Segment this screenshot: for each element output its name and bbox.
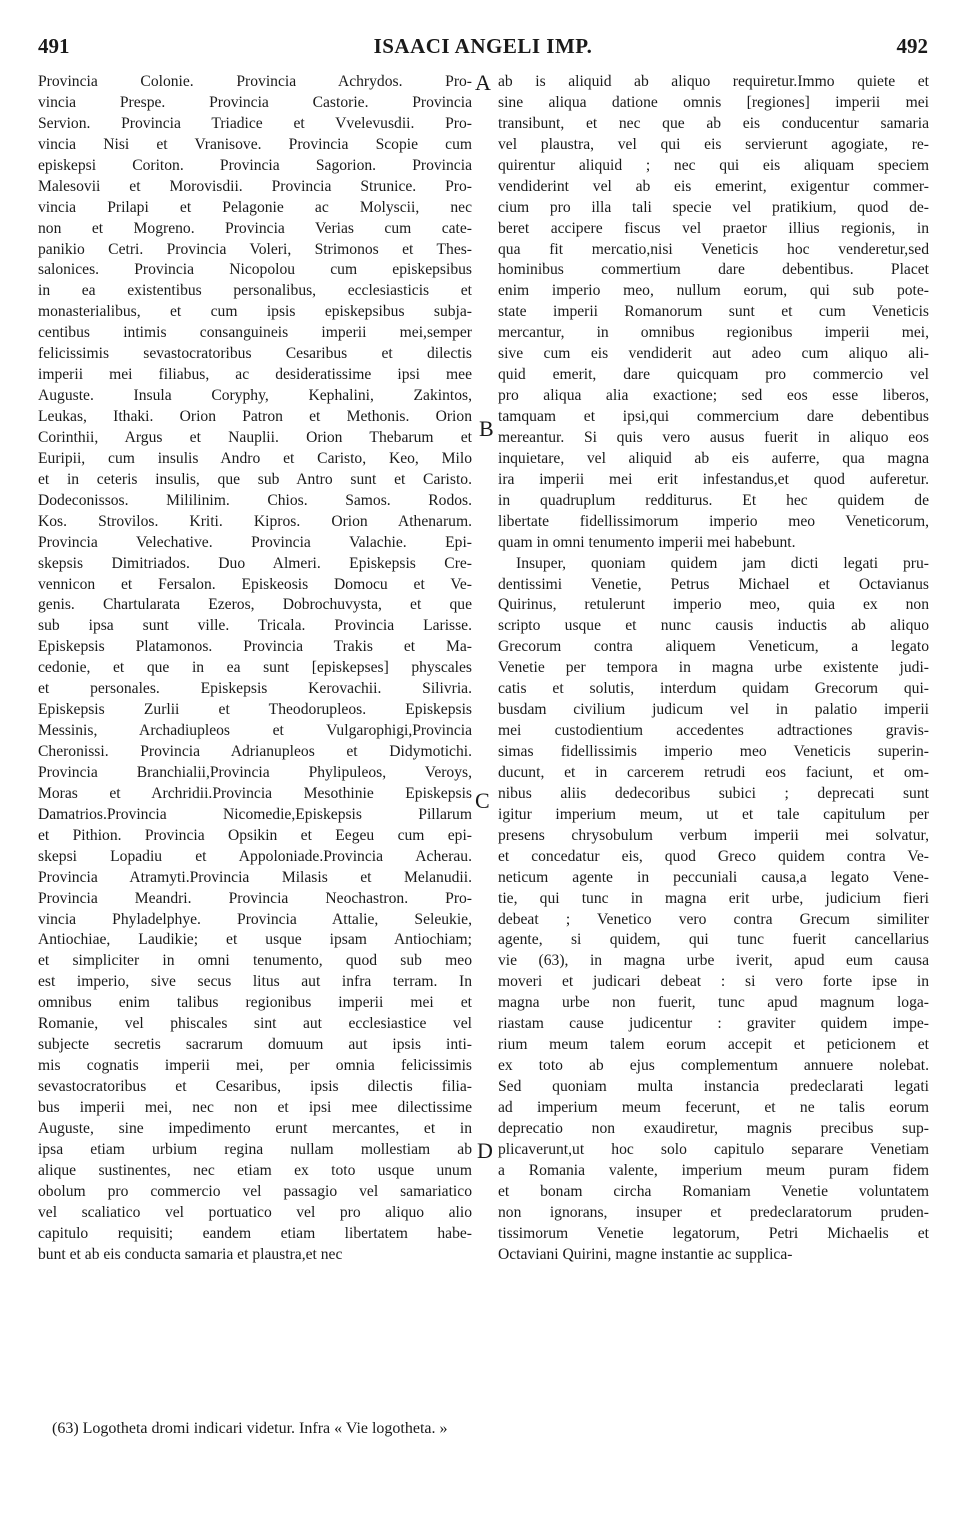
text-line: magna urbe non fuerit, tunc apud magnum loga-	[498, 994, 929, 1012]
text-line: vie (63), in magna urbe iverit, apud eum causa	[498, 952, 929, 970]
text-line: panikio Cetri. Provincia Voleri, Strimonos et Thes-	[38, 240, 472, 258]
text-line: et in ceteris insulis, que sub Antro sunt et Caristo.	[38, 470, 472, 488]
text-line: ad imperium meum fecerunt, et ne talis eorum	[498, 1098, 929, 1116]
text-line: in quadruplum redditurus. Et hec quidem de	[498, 491, 929, 509]
text-line: vincia Prilapi et Pelagonie ac Molyscii, nec	[38, 198, 472, 216]
text-line: et Pithion. Provincia Opsikin et Eegeu cum epi-	[38, 826, 472, 844]
text-line: sevastocratoribus et Cesaribus, ipsis dilectis filia-	[38, 1078, 472, 1095]
text-line: Damatrios.Provincia Nicomedie,Episkepsis Pillarum	[38, 805, 472, 823]
text-line: beret accipere fiscus vel praetor illius regionis, in	[498, 219, 929, 237]
text-line: enim imperio meo, nullum eorum, qui sub pote-	[498, 282, 929, 300]
text-line: catis et solutis, interdum quidam Grecorum qui-	[498, 680, 929, 698]
text-line: in ea existentibus personalibus, ecclesiasticis et	[38, 282, 472, 300]
text-line: busdam civilium judicum vel in palatio imperii	[498, 701, 929, 719]
text-line: simas fidellissimis imperio meo Veneticis superin-	[498, 743, 929, 760]
text-line: sub ipsa sunt ville. Tricala. Provincia Larisse.	[38, 617, 472, 635]
text-line: monasterialibus, et cum ipsis episkepsibus subja-	[38, 303, 472, 321]
text-line: dentissimi Venetie, Petrus Michael et Octavianus	[498, 575, 929, 593]
text-line: nibus aliis dedecoribus subici ; deprecati sunt	[498, 784, 929, 802]
text-line: sive cum eis vendiderit aut adeo cum aliquo ali-	[498, 345, 929, 363]
text-line: cedonie, et que in ea sunt [episkepses] physcales	[38, 659, 472, 677]
text-line: rium meum talem eorum accepit et peticionem et	[498, 1036, 929, 1054]
text-line: subjecte secretis sacrarum domuum aut ipsis inti-	[38, 1036, 472, 1054]
text-line: tissimorum Venetie legatorum, Petri Michaelis et	[498, 1224, 929, 1242]
text-line: vel scaliatico vel portuatico vel pro aliquo alio	[38, 1203, 472, 1221]
text-line: obolum pro commercio vel passagio vel samariatico	[38, 1182, 472, 1200]
text-line: non et Mogreno. Provincia Verias cum cate-	[38, 219, 472, 237]
text-line: Provincia Meandri. Provincia Neochastron. Pro-	[38, 889, 472, 907]
text-line: mis cognatis imperii mei, per omnia felicissimis	[38, 1057, 472, 1075]
text-line: genis. Chartularata Ezeros, Dobrochuvysta, et que	[38, 596, 472, 614]
text-line: igitur imperium meum, ut et tale capitulum per	[498, 805, 929, 823]
text-line: Episkepsis Zurlii et Theodorupleos. Episkepsis	[38, 701, 472, 719]
running-title: ISAACI ANGELI IMP.	[373, 34, 593, 58]
text-line: Dodeconissos. Mililinim. Chios. Samos. Rodos.	[38, 491, 472, 509]
left-column	[38, 72, 472, 1265]
text-line: Auguste. Insula Coryphy, Kephalini, Zakintos,	[38, 387, 472, 405]
text-line: centibus intimis consanguineis imperii mei,semper	[38, 324, 472, 342]
text-line: Messinis, Archadiupleos et Vulgarophigi,Provincia	[38, 722, 472, 740]
text-line: skepsi Lopadiu et Appoloniade.Provincia Acherau.	[38, 847, 472, 865]
text-line: cium pro illa tali specie vel pratikium, quod de-	[498, 198, 929, 216]
text-line: alique sustinentes, nec etiam ex toto usque unum	[38, 1161, 472, 1179]
text-line: Cheronissi. Provincia Adrianupleos et Didymotichi.	[38, 743, 472, 760]
text-line: state imperii Romanorum sunt et cum Veneticis	[498, 303, 929, 321]
text-line: Sed quoniam multa instancia predeclarati legati	[498, 1078, 929, 1095]
text-line: a Romania valente, imperium meum puram fidem	[498, 1161, 929, 1179]
text-line: Episkepsis Platamonos. Provincia Trakis et Ma-	[38, 638, 472, 656]
text-line: plicaverunt,ut hoc solo capitulo separare Venetiam	[498, 1140, 929, 1158]
text-line: et concedatur eis, quod Greco quidem contra Ve-	[498, 847, 929, 865]
text-line: Corinthii, Argus et Nauplii. Orion Thebarum et	[38, 428, 472, 446]
text-line: Antiochiae, Laudikie; et usque ipsam Antiochiam;	[38, 931, 472, 949]
text-line: Provincia Atramyti.Provincia Milasis et Melanudii.	[38, 868, 472, 886]
text-line: mercantur, in omnibus regionibus imperii mei,	[498, 324, 929, 342]
margin-marker-a: A	[475, 70, 491, 95]
text-line: transibunt, et nec que ab eis conducentur samaria	[498, 114, 929, 132]
text-line: ira imperii mei erit infestandus,et quod auferetur.	[498, 470, 929, 488]
text-line: omnibus enim talibus regionibus imperii mei et	[38, 994, 472, 1012]
text-line: Kos. Strovilos. Kriti. Kipros. Orion Athenarum.	[38, 512, 472, 530]
text-line: felicissimis sevastocratoribus Cesaribus et dilectis	[38, 345, 472, 363]
margin-marker-b: B	[479, 416, 494, 441]
text-line: tie, qui tunc in magna erit urbe, judicium fieri	[498, 889, 929, 907]
text-line: mereantur. Si quis vero ausus fuerit in aliquo eos	[498, 428, 929, 446]
text-line: agente, si quidem, qui tunc fuerit cancellarius	[498, 931, 929, 949]
text-line: episkepsi Coriton. Provincia Sagorion. Provincia	[38, 156, 472, 174]
text-line: Octaviani Quirini, magne instantie ac supplica-	[498, 1245, 793, 1263]
text-line: Insuper, quoniam quidem jam dicti legati pru-	[516, 554, 929, 572]
text-line: Venetie per tempora in magna urbe existente judi-	[498, 659, 929, 677]
text-line: vincia Phyladelphye. Provincia Attalie, Seleukie,	[38, 910, 472, 928]
text-line: et personales. Episkepsis Kerovachii. Silivria.	[38, 680, 472, 698]
text-line: ducunt, et in carcerem retrudi eos faciunt, et om-	[498, 763, 929, 781]
text-line: mei custodientium accedentes adtractiones gravis-	[498, 722, 929, 740]
text-line: vincia Prespe. Provincia Castorie. Provincia	[38, 93, 472, 111]
margin-marker-d: D	[477, 1138, 493, 1163]
text-line: Servion. Provincia Triadice et Vvelevusdii. Pro-	[38, 114, 472, 132]
text-line: libertate fidellissimorum imperio meo Veneticorum,	[498, 512, 929, 530]
right-page-number: 492	[896, 34, 928, 58]
text-line: sine aliqua datione omnis [regiones] imperii mei	[498, 93, 929, 111]
text-line: qua fit mercatio,nisi Veneticis hoc venderetur,sed	[498, 240, 929, 258]
text-line: pro aliqua alia exactione; sed eos esse liberos,	[498, 387, 929, 405]
text-line: bunt et ab eis conducta samaria et plaustra,et nec	[38, 1245, 343, 1263]
text-line: Leukas, Ithaki. Orion Patron et Methonis. Orion	[38, 408, 472, 425]
text-line: debeat ; Venetico vero contra Grecum similiter	[498, 910, 929, 928]
left-page-number: 491	[38, 34, 70, 58]
text-line: Auguste, sine impedimento erunt mercantes, et in	[38, 1119, 472, 1137]
text-line: vennicon et Fersalon. Episkeosis Domocu et Ve-	[38, 575, 472, 593]
text-line: imperii mei filiabus, ac desideratissime ipsi mee	[38, 366, 472, 384]
page-header	[38, 34, 928, 62]
text-line: Quirinus, retulerunt imperio meo, quia ex non	[498, 596, 929, 614]
text-line: moveri et judicari debeat : si vero forte ipse in	[498, 973, 929, 991]
text-line: ipsa etiam urbium regina nullam mollestiam ab	[38, 1140, 472, 1158]
text-line: riastam cause judicentur : graviter quidem impe-	[498, 1015, 929, 1033]
text-line: Romanie, vel phiscales sint aut ecclesiastice vel	[38, 1015, 472, 1033]
text-line: Provincia Colonie. Provincia Achrydos. Pro-	[38, 73, 472, 90]
text-line: ab is aliquid ab aliquo requiretur.Immo quiete et	[498, 73, 929, 90]
text-line: deprecatio non exaudiretur, magnis precibus sup-	[498, 1119, 929, 1137]
text-line: Provincia Branchialii,Provincia Phylipuleos, Veroys,	[38, 763, 472, 781]
text-line: vincia Nisi et Vranisove. Provincia Scopie cum	[38, 135, 472, 153]
text-line: bus imperii mei, nec non et ipsi mee dilectissime	[38, 1098, 472, 1116]
text-line: et simpliciter in omni tenumento, quod sub meo	[38, 952, 472, 970]
margin-marker-c: C	[475, 788, 490, 813]
text-line: scripto usque et nunc causis inductis ab aliquo	[498, 617, 929, 635]
text-line: non ignorans, insuper et predeclaratorum pruden-	[498, 1203, 929, 1221]
text-line: hominibus commertium dare debentibus. Placet	[498, 261, 929, 279]
right-column	[498, 72, 929, 1265]
text-line: inquietare, vel aliquid ab eis auferre, qua magna	[498, 449, 929, 467]
text-line: Provincia Velechative. Provincia Valachie. Epi-	[38, 533, 472, 551]
text-line: vel plaustra, vel qui eis servierunt agogiate, re-	[498, 135, 929, 153]
text-line: tamquam et ipsi,qui commercium dare debentibus	[498, 408, 929, 425]
text-line: ex toto ab ejus complementum annuere nolebat.	[498, 1057, 929, 1075]
text-line: capitulo requisiti; eandem etiam libertatem habe-	[38, 1224, 472, 1242]
text-line: skepsis Dimitriados. Duo Almeri. Episkepsis Cre-	[38, 554, 472, 572]
text-line: quam in omni tenumento imperii mei habebunt.	[498, 533, 796, 551]
text-line: neticum agente in peccuniali causa,a legato Vene-	[498, 868, 929, 886]
text-line: Grecorum contra aliquem Veneticum, a legato	[498, 638, 929, 656]
text-line: est imperio, sive secus litus aut infra terram. In	[38, 973, 472, 991]
text-line: Euripii, cum insulis Andro et Caristo, Keo, Milo	[38, 449, 472, 467]
text-line: Moras et Archridii.Provincia Mesothinie Episkepsis	[38, 784, 472, 802]
footnote: (63) Logotheta dromi indicari videtur. Infra « Vie logotheta. »	[52, 1420, 448, 1437]
text-line: salonices. Provincia Nicopolou cum episkepsibus	[38, 261, 472, 279]
text-line: Malesovii et Morovisdii. Provincia Strunice. Pro-	[38, 177, 472, 195]
text-line: presens chrysobulum verbum imperii mei solvatur,	[498, 826, 929, 844]
text-line: quid emerit, dare quicquam pro commercio vel	[498, 366, 929, 384]
text-line: vendiderint vel ab eis emerint, exigentur commer-	[498, 177, 929, 195]
text-line: et bonam circha Romaniam Venetie voluntatem	[498, 1182, 929, 1200]
text-line: quirentur aliquid ; nec qui eis aliquam speciem	[498, 156, 929, 174]
